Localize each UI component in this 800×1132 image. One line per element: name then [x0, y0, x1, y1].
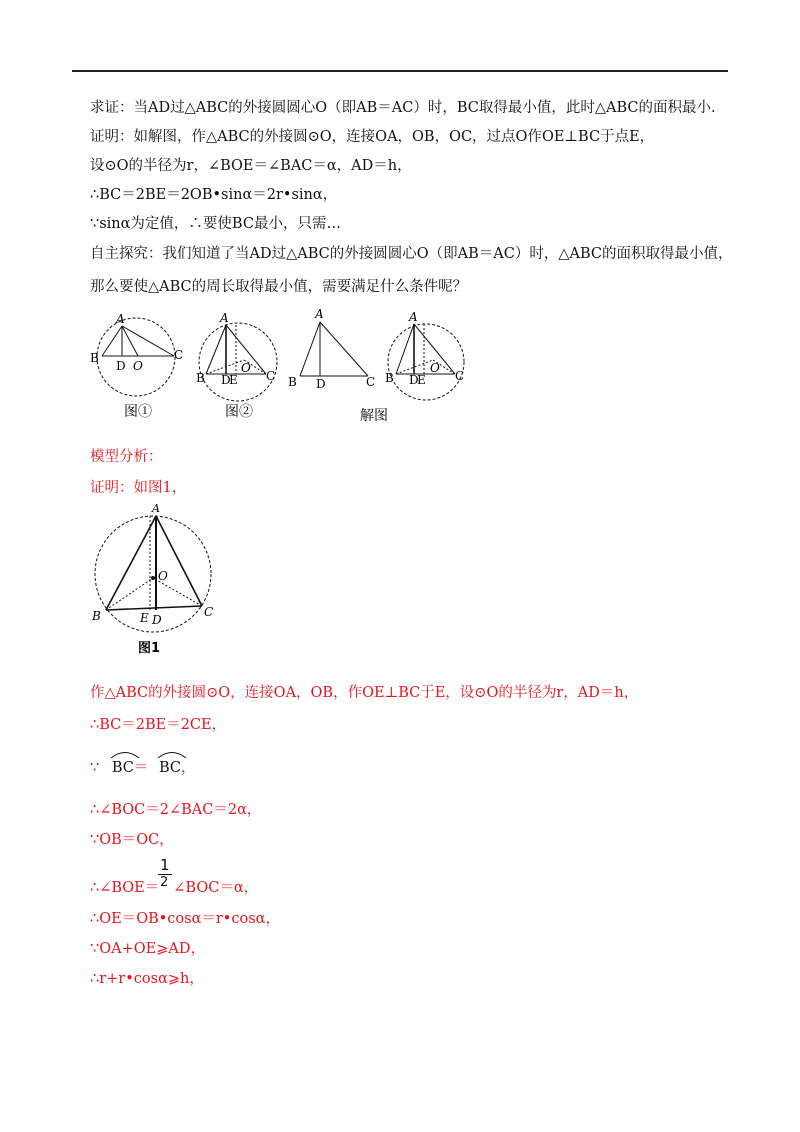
arc-bc-left-text: BC — [111, 760, 134, 776]
fig4-label-e: E — [417, 373, 426, 387]
fig2-label-e: E — [229, 373, 238, 387]
exploration-line-1: 自主探究：我们知道了当AD过△ABC的外接圆圆心O（即AB＝AC）时，△ABC的面积取得最小值， — [90, 246, 733, 262]
proof-line-3: ∴BC＝2BE＝2OB•sinα＝2r•sinα， — [90, 187, 338, 203]
fig1-label-b: B — [90, 351, 99, 365]
proof-line-1: 证明：如解图，作△ABC的外接圆⊙O，连接OA，OB，OC，过点O作OE⊥BC于点E， — [90, 129, 655, 145]
fraction-denominator: 2 — [160, 875, 169, 890]
fig4-label-d: D — [409, 373, 419, 387]
arc-mark-icon — [157, 749, 187, 759]
fig1-label-d: D — [116, 359, 126, 373]
statement-line: 求证：当AD过△ABC的外接圆圆心O（即AB＝AC）时，BC取得最小值，此时△ABC的面积最小. — [90, 100, 716, 116]
geometry-figures-row — [88, 300, 488, 430]
proof-line-4: ∵sinα为定值，∴要使BC最小，只需… — [90, 216, 341, 232]
analysis-heading: 模型分析： — [90, 449, 163, 465]
caption-solution-figure: 解图 — [360, 408, 388, 424]
fig2-label-a: A — [220, 311, 229, 325]
equals-sign: ＝ — [133, 760, 149, 776]
fraction-numerator: 1 — [160, 856, 170, 874]
fig1-large-label-o: O — [158, 569, 168, 583]
solution-figure-triangle — [300, 322, 368, 376]
angle-boe-prefix: ∴∠BOE＝ — [90, 880, 160, 896]
arc-bc-right — [159, 758, 181, 778]
fig4-label-a: A — [409, 310, 418, 324]
exploration-line-2: 那么要使△ABC的周长取得最小值，需要满足什么条件呢？ — [90, 279, 468, 295]
header-rule — [72, 70, 728, 72]
analysis-line-1: 作△ABC的外接圆⊙O，连接OA，OB，作OE⊥BC于E，设⊙O的半径为r，AD＝h， — [90, 685, 639, 701]
fig3-label-d: D — [316, 377, 326, 391]
analysis-line-2: ∴BC＝2BE＝2CE， — [90, 717, 227, 733]
analysis-line-7: ∴OE＝OB•cosα＝r•cosα， — [90, 911, 280, 927]
angle-boe-suffix: ∠BOC＝α， — [173, 880, 259, 896]
figure-1-diagram — [97, 318, 175, 396]
fig4-label-b: B — [385, 371, 394, 385]
fig4-label-c: C — [455, 369, 465, 383]
analysis-line-4: ∴∠BOC＝2∠BAC＝2α， — [90, 802, 262, 818]
analysis-line-9: ∴r+r•cosα⩾h， — [90, 971, 204, 987]
analysis-line-3 — [90, 758, 196, 778]
arc-bc-left — [112, 758, 134, 778]
analysis-line-8: ∵OA+OE⩾AD， — [90, 941, 205, 957]
arc-line-suffix: ， — [181, 760, 196, 776]
analysis-line-5: ∵OB＝OC， — [90, 832, 174, 848]
figure-1-large — [90, 500, 220, 660]
arc-bc-right-text: BC — [158, 760, 182, 776]
fig1-large-label-c: C — [204, 605, 214, 619]
because-symbol: ∵ — [90, 760, 100, 776]
proof-line-2: 设⊙O的半径为r，∠BOE＝∠BAC＝α，AD＝h， — [90, 158, 412, 174]
analysis-proof-intro: 证明：如图1， — [90, 480, 187, 496]
fig1-large-label-e: E — [140, 611, 149, 625]
fig3-label-b: B — [288, 375, 297, 389]
caption-figure-2: 图② — [225, 404, 253, 420]
analysis-line-6 — [90, 878, 258, 898]
fig2-label-d: D — [221, 373, 231, 387]
fig1-large-caption: 图1 — [138, 641, 161, 656]
fig1-large-label-b: B — [92, 609, 101, 623]
figure-2-diagram — [199, 323, 277, 401]
fig3-label-a: A — [315, 307, 324, 321]
solution-figure-circle — [388, 324, 464, 400]
fig2-label-c: C — [266, 369, 276, 383]
arc-mark-icon — [110, 749, 140, 759]
fig3-label-c: C — [366, 375, 376, 389]
fig1-label-c: C — [174, 348, 184, 362]
fig1-label-o: O — [133, 359, 143, 373]
fig2-label-o: O — [241, 361, 251, 375]
fig1-large-label-d: D — [152, 613, 162, 627]
caption-figure-1: 图① — [124, 404, 152, 420]
fig1-large-label-a: A — [152, 502, 160, 515]
fig4-label-o: O — [430, 361, 440, 375]
fig2-label-b: B — [196, 371, 205, 385]
fig1-label-a: A — [116, 312, 125, 326]
